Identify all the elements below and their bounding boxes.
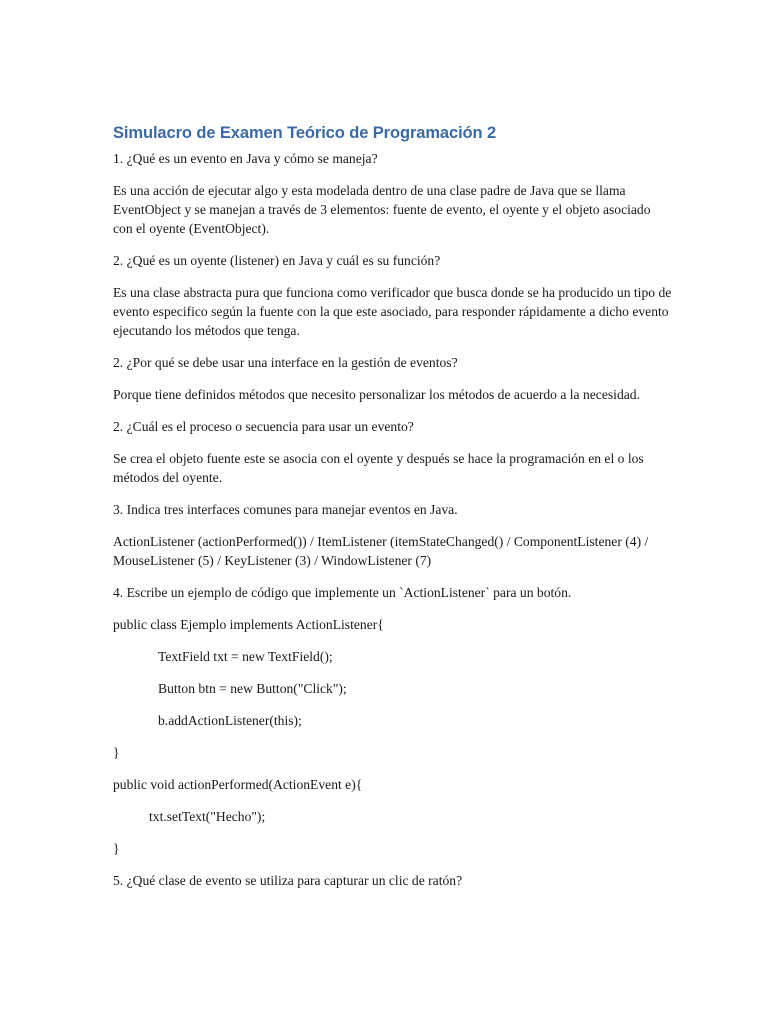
answer-5: ActionListener (actionPerformed()) / ItemListener (itemStateChanged() / ComponentListener (4) / MouseListener (5) / KeyListener (3) / WindowListener (7) bbox=[113, 534, 649, 568]
code-line-set-text: txt.setText("Hecho"); bbox=[149, 809, 266, 824]
question-6: 4. Escribe un ejemplo de código que implemente un `ActionListener` para un botón. bbox=[113, 585, 572, 600]
question-3: 2. ¿Por qué se debe usar una interface en la gestión de eventos? bbox=[113, 355, 458, 370]
code-line-button: Button btn = new Button("Click"); bbox=[158, 681, 347, 696]
answer-4: Se crea el objeto fuente este se asocia con el oyente y después se hace la programación en el o los métodos del oyente. bbox=[113, 451, 644, 485]
answer-1: Es una acción de ejecutar algo y esta modelada dentro de una clase padre de Java que se llama EventObject y se manejan a través de 3 elementos: fuente de evento, el oyente y el objeto asociado con el oyente (EventObject). bbox=[113, 183, 651, 236]
document-body bbox=[113, 124, 673, 903]
code-line-method-declaration: public void actionPerformed(ActionEvent e){ bbox=[113, 777, 363, 792]
question-5: 3. Indica tres interfaces comunes para manejar eventos en Java. bbox=[113, 502, 458, 517]
code-line-class-declaration: public class Ejemplo implements ActionListener{ bbox=[113, 617, 384, 632]
question-2: 2. ¿Qué es un oyente (listener) en Java y cuál es su función? bbox=[113, 253, 441, 268]
answer-2: Es una clase abstracta pura que funciona como verificador que busca donde se ha producido un tipo de evento especifico según la fuente con la que este asociado, para responder rápidamente a dicho evento ejecutando los métodos que tenga. bbox=[113, 285, 672, 338]
code-line-method-close-brace: } bbox=[113, 841, 120, 856]
code-line-close-brace: } bbox=[113, 745, 120, 760]
code-line-textfield: TextField txt = new TextField(); bbox=[158, 649, 333, 664]
document-title: Simulacro de Examen Teórico de Programación 2 bbox=[113, 124, 497, 142]
question-7: 5. ¿Qué clase de evento se utiliza para capturar un clic de ratón? bbox=[113, 873, 463, 888]
question-4: 2. ¿Cuál es el proceso o secuencia para usar un evento? bbox=[113, 419, 414, 434]
answer-3: Porque tiene definidos métodos que necesito personalizar los métodos de acuerdo a la necesidad. bbox=[113, 387, 640, 402]
code-line-add-listener: b.addActionListener(this); bbox=[158, 713, 302, 728]
question-1: 1. ¿Qué es un evento en Java y cómo se maneja? bbox=[113, 151, 378, 166]
